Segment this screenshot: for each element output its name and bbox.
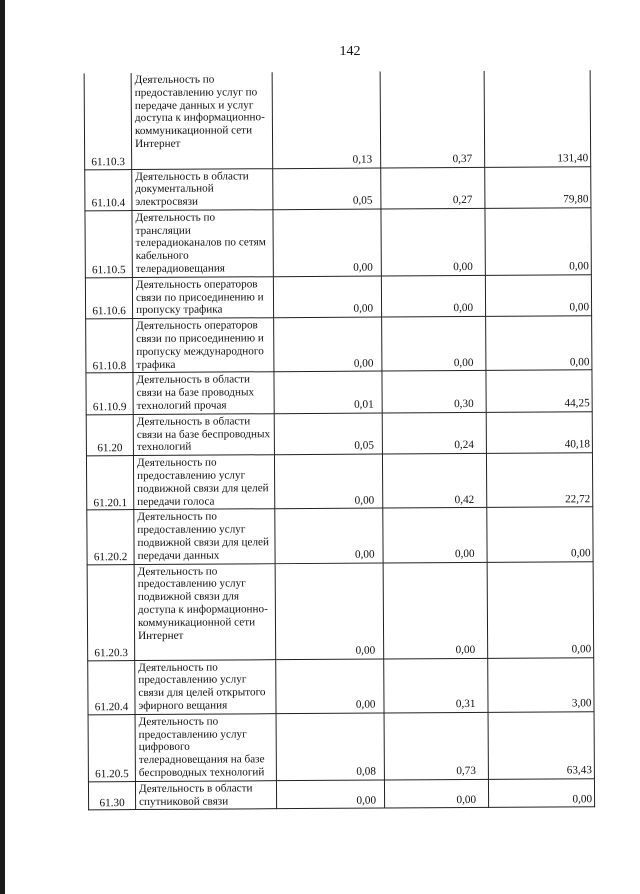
- table-row: [85, 208, 591, 278]
- value-col-1: 0,00: [274, 317, 382, 372]
- value-col-3: 79,80: [485, 166, 591, 208]
- okved-code: 61.20.2: [87, 510, 134, 564]
- okved-code: 61.10.3: [84, 73, 132, 169]
- value-col-1: 0,13: [272, 72, 381, 169]
- value-col-1: 0,00: [276, 659, 384, 714]
- value-col-1: 0,00: [274, 454, 382, 509]
- value-col-3: 44,25: [486, 370, 592, 412]
- value-col-1: 0,00: [276, 780, 384, 809]
- value-col-3: 63,43: [488, 712, 594, 780]
- value-col-1: 0,05: [274, 413, 382, 455]
- activity-name: Деятельность в области документальной электросвязи: [132, 168, 273, 210]
- value-col-3: 131,40: [484, 70, 591, 167]
- activity-name: Деятельность операторов связи по присоединению и пропуску международного трафика: [133, 318, 274, 373]
- okved-code: 61.30: [88, 781, 135, 810]
- value-col-3: 22,72: [486, 453, 592, 508]
- value-col-1: 0,00: [275, 508, 383, 563]
- activity-name: Деятельность операторов связи по присоединению и пропуску трафика: [132, 277, 273, 319]
- value-col-2: 0,00: [381, 275, 485, 317]
- value-col-2: 0,24: [382, 412, 486, 454]
- activity-name: Деятельность по предоставлению услуг цифрового телерадновещания на базе беспроводных технологий: [135, 713, 276, 781]
- activity-name: Деятельность по предоставлению услуг связи для целей открытого эфирного вещания: [135, 659, 276, 714]
- value-col-3: 0,00: [485, 275, 591, 317]
- value-col-1: 0,00: [275, 563, 384, 660]
- activity-name: Деятельность по предоставлению услуг подвижной связи для целей передачи данных: [134, 509, 275, 564]
- okved-code: 61.10.8: [86, 319, 133, 373]
- value-col-3: 0,00: [485, 208, 591, 276]
- value-col-2: 0,30: [382, 371, 486, 413]
- activity-name: Деятельность в области связи на базе беспроводных технологий: [133, 414, 274, 456]
- table-row: [86, 316, 592, 373]
- table-row: [88, 657, 594, 714]
- value-col-3: 3,00: [488, 657, 594, 712]
- value-col-1: 0,00: [273, 209, 381, 277]
- activity-name: Деятельность в области связи на базе проводных технологий прочая: [133, 372, 274, 414]
- table-row: [88, 712, 594, 782]
- okved-code: 61.10.4: [85, 169, 132, 211]
- value-col-2: 0,27: [381, 167, 485, 209]
- document-sheet: [4, 60, 640, 864]
- value-col-1: 0,08: [276, 713, 384, 781]
- table-row: [87, 507, 593, 564]
- value-col-2: 0,73: [384, 712, 488, 780]
- table-row: [87, 561, 594, 660]
- data-table: [84, 70, 595, 810]
- okved-code: 61.10.9: [86, 373, 133, 415]
- value-col-2: 0,31: [384, 658, 488, 713]
- table-body: [84, 70, 594, 810]
- activity-name: Деятельность в области спутниковой связи: [135, 780, 276, 809]
- table-row: [85, 275, 591, 319]
- value-col-1: 0,05: [273, 168, 381, 210]
- value-col-2: 0,00: [382, 317, 486, 372]
- okved-code: 61.20.1: [86, 456, 133, 510]
- value-col-2: 0,00: [383, 562, 488, 659]
- value-col-2: 0,00: [381, 208, 485, 276]
- table-row: [86, 370, 592, 414]
- value-col-3: 0,00: [487, 561, 594, 658]
- okved-code: 61.20.3: [87, 564, 135, 660]
- table-row: [86, 453, 592, 510]
- value-col-1: 0,01: [274, 371, 382, 413]
- activity-name: Деятельность по предоставлению услуг по передаче данных и услуг доступа к информационно-коммуникационной сети Интернет: [131, 72, 273, 169]
- activity-name: Деятельность по предоставлению услуг подвижной связи для целей передачи голоса: [133, 455, 274, 510]
- okved-code: 61.20.4: [88, 660, 135, 714]
- table-row: [88, 779, 594, 811]
- okved-code: 61.20: [86, 414, 133, 456]
- activity-name: Деятельность по предоставлению услуг подвижной связи для доступа к информационно-коммуникационной сети Интернет: [134, 563, 276, 660]
- value-col-2: 0,00: [384, 779, 488, 808]
- table-row: [84, 70, 591, 169]
- page-number: 142: [339, 44, 361, 59]
- value-col-2: 0,00: [383, 508, 487, 563]
- okved-code: 61.10.5: [85, 210, 132, 277]
- okved-code: 61.20.5: [88, 714, 135, 781]
- activity-name: Деятельность по трансляции телерадиоканалов по сетям кабельного телерадиовещания: [132, 210, 273, 278]
- table-row: [86, 412, 592, 456]
- value-col-3: 0,00: [487, 507, 593, 562]
- value-col-1: 0,00: [273, 276, 381, 318]
- okved-code: 61.10.6: [85, 277, 132, 319]
- table-row: [85, 166, 591, 210]
- value-col-3: 0,00: [488, 779, 594, 808]
- value-col-2: 0,42: [382, 454, 486, 509]
- value-col-3: 40,18: [486, 412, 592, 454]
- value-col-3: 0,00: [486, 316, 592, 371]
- value-col-2: 0,37: [380, 71, 485, 168]
